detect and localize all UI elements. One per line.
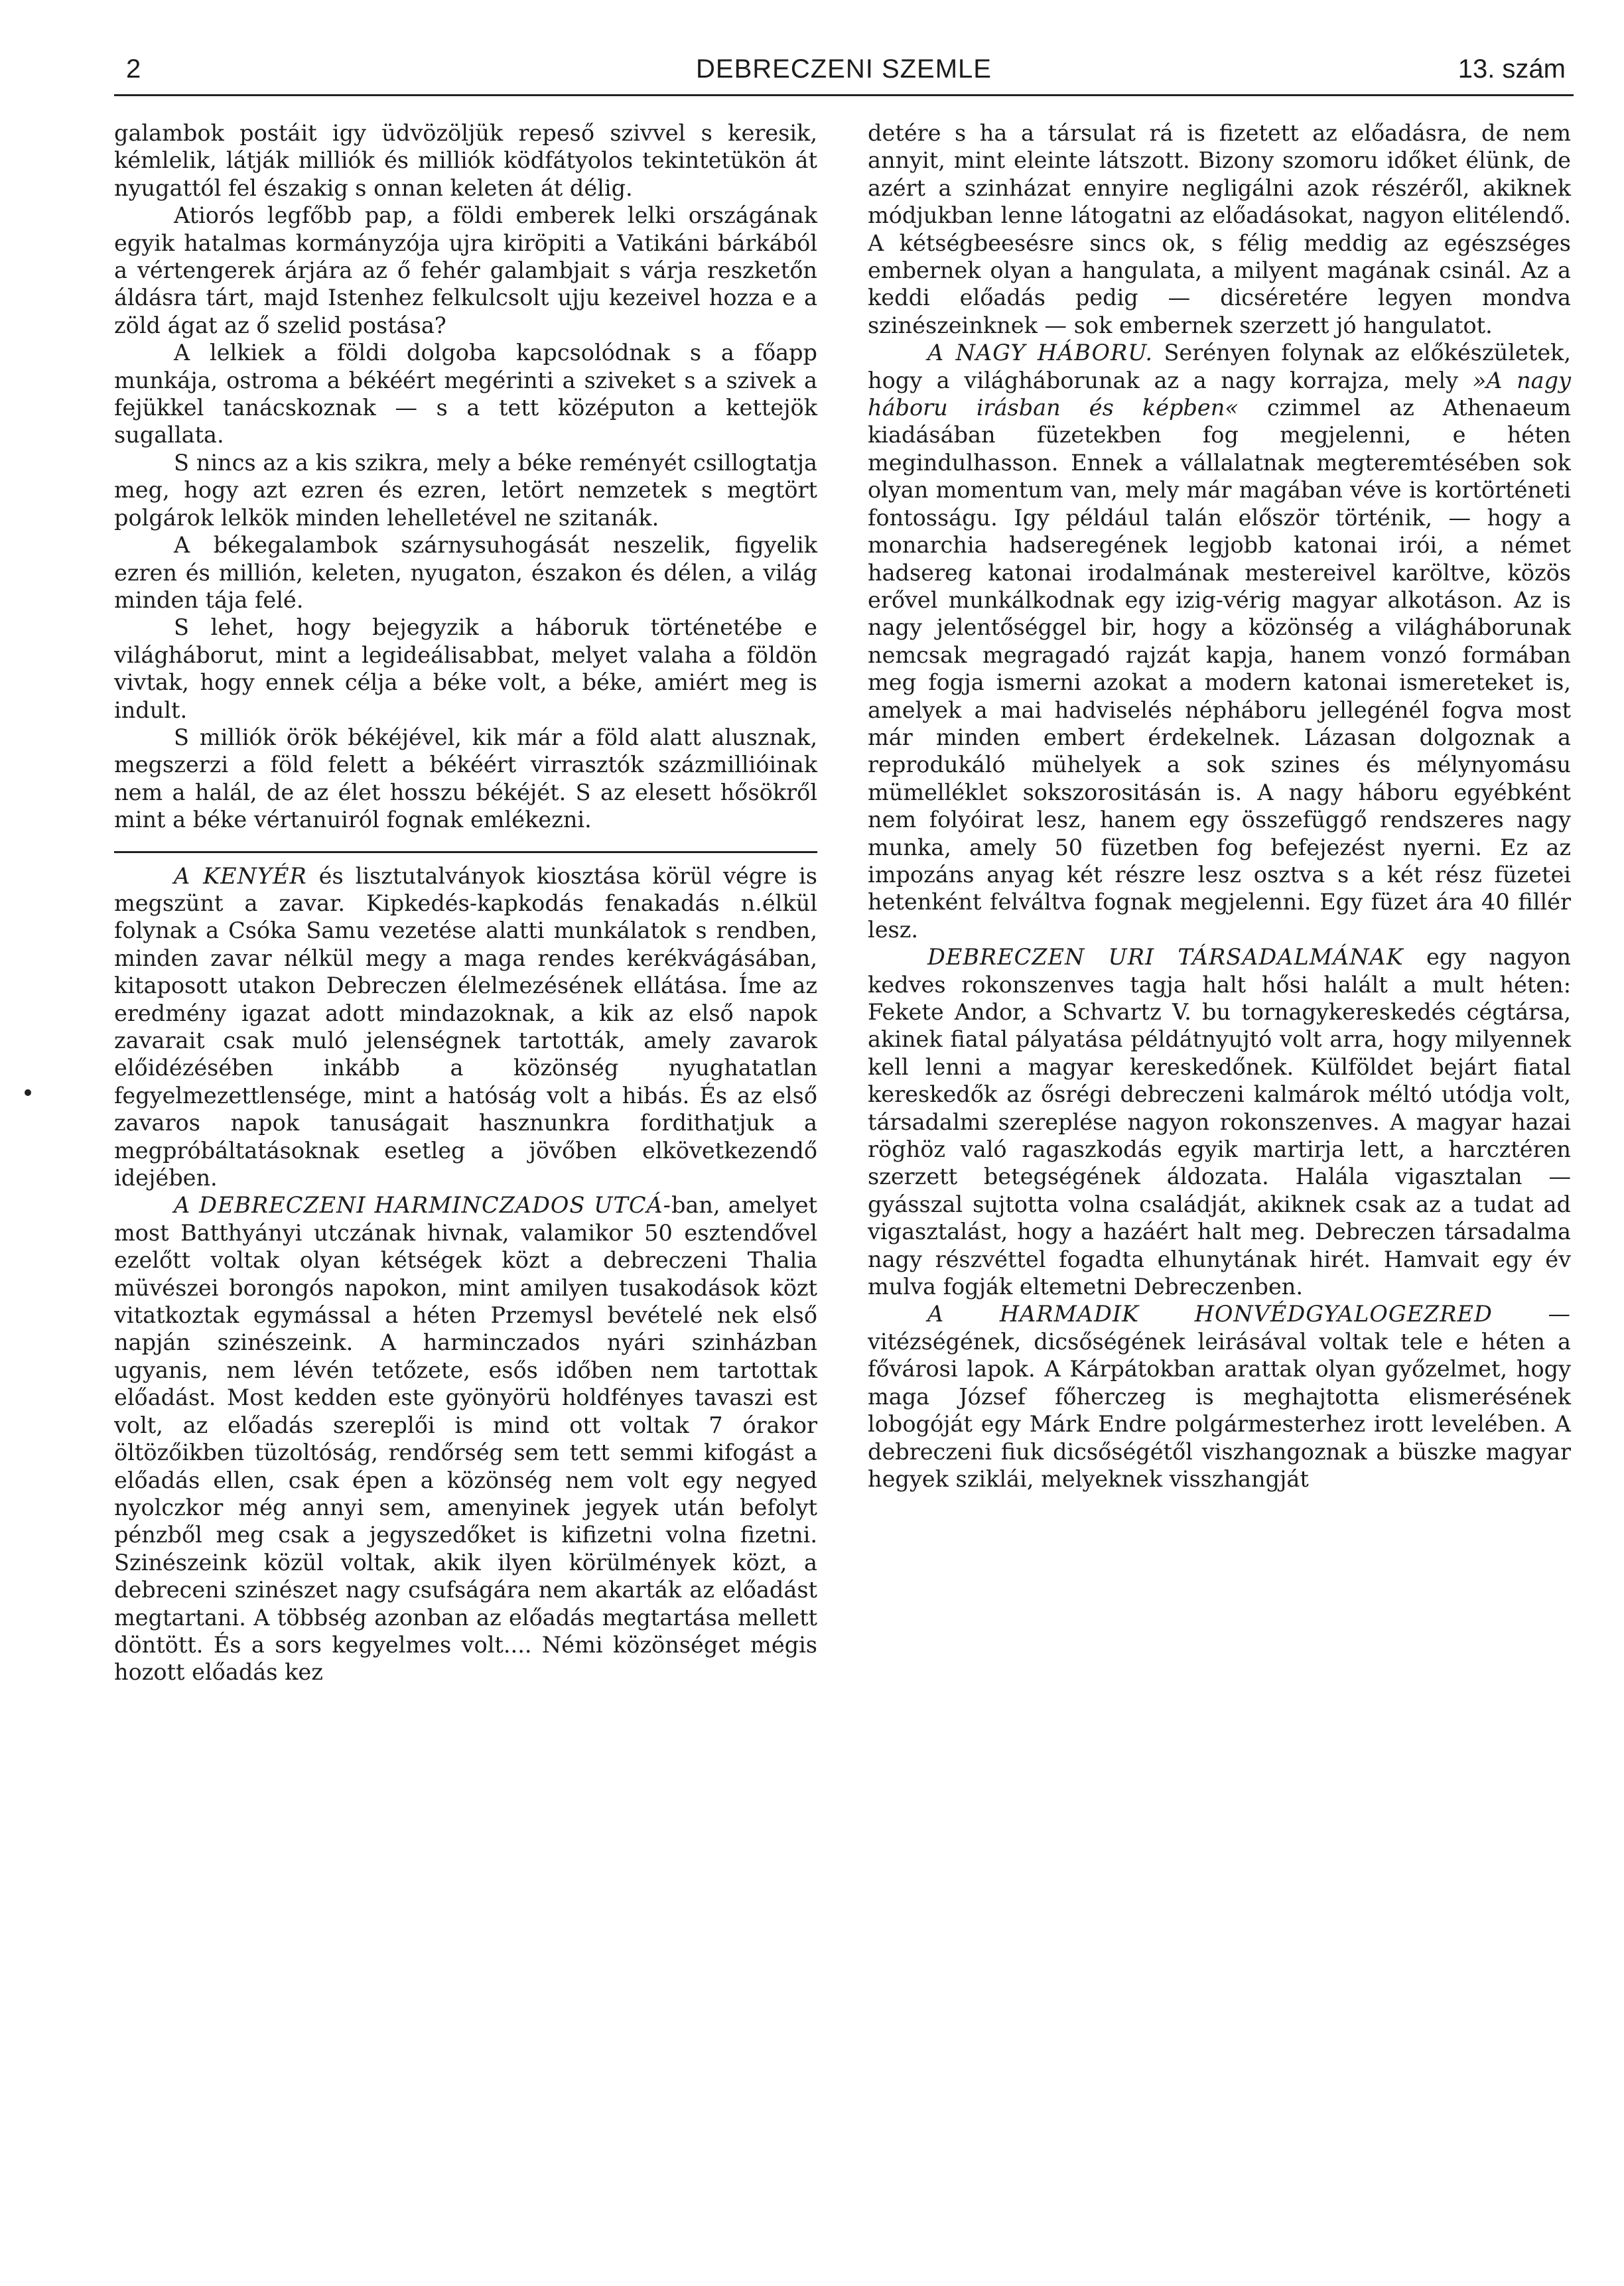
paragraph: S milliók örök békéjével, kik már a föld alatt alusznak, megszerzi a föld felett a békéért virrasztók százmillióinak nem a halál, de az élet hosszu békéjét. S az elesett hősökről mint a béke vértanuiról fognak emlékezni. bbox=[114, 724, 817, 833]
book-title: »A nagy háboru irásban és képben« bbox=[868, 367, 1571, 421]
news-text: czimmel az Athenaeum kiadásában füzetekben fog megjelenni, e héten megindulhasson. Ennek a vállalatnak megteremtésében sok olyan momentum van, mely már magában véve is kortörténeti fontosságu. Igy például talán először történik, — hogy a monarchia hadseregének legjobb katonai irói, a német hadsereg katonai irodalmának mestereivel karöltve, közös erővel munkálkodnak egy izig-vérig magyar alkotáson. Az is nagy jelentőséggel bir, hogy a közönség a világháborunak nemcsak megragadó rajzát kapja, hanem vonzó formában meg fogja ismerni azokat a modern katonai ismereteket is, amelyek a mai hadviselés népháboru jellegénél fogva most már minden embert érdekelnek. Lázasan dolgoznak a reprodukáló mühelyek a sok szines és mélynyomásu mümelléklet sokszorositásán is. A nagy háboru egyébként nem folyóirat lesz, hanem egy összefüggő rendszeres nagy munka, amely 50 füzetben fog befejezést nyerni. Ez az impozáns anyag két részre lesz osztva s a két rész füzetei hetenként felváltva fognak megjelenni. Egy füzet ára 40 fillér lesz. bbox=[868, 395, 1571, 943]
paragraph: A lelkiek a földi dolgoba kapcsolódnak s a főapp munkája, ostroma a békéért megérinti a sziveket s a szivek a fejükkel tanácskoznak — s a tett középuton a kettejök sugallata. bbox=[114, 340, 817, 448]
header-rule bbox=[114, 94, 1574, 96]
news-heading: A HARMADIK HONVÉDGYALOGEZRED — bbox=[927, 1301, 1571, 1327]
news-heading: A KENYÉR bbox=[174, 862, 307, 889]
news-heading: A DEBRECZENI HARMINCZADOS UTCÁ- bbox=[174, 1192, 671, 1219]
issue-number: 13. szám bbox=[1457, 54, 1566, 84]
page-header bbox=[114, 54, 1574, 96]
news-text: vitézségének, dicsőségének leirásával voltak tele e héten a fővárosi lapok. A Kárpátokban arattak olyan győzelmet, hogy maga József főherczeg is meghajtotta elismerésének lobogóját egy Márk Endre polgármesterhez irott levelében. A debreczeni fiuk dicsőségétől viszhangoznak a büszke magyar hegyek sziklái, melyeknek visszhangját bbox=[868, 1328, 1571, 1492]
news-heading: A NAGY HÁBORU. bbox=[927, 340, 1154, 366]
news-item-obituary bbox=[868, 943, 1571, 1300]
news-item-regiment bbox=[868, 1300, 1571, 1493]
paragraph: Atiorós legfőbb pap, a földi emberek lelki országának egyik hatalmas kormányzója ujra kiröpiti a Vatikáni bárkából a vértengerek árjára az ő fehér galambjait s várja reszketőn áldásra tárt, majd Istenhez felkulcsolt ujju kezeivel hozza e a zöld ágat az ő szelid postása? bbox=[114, 202, 817, 338]
paragraph: A békegalambok szárnysuhogását neszelik, figyelik ezren és millión, keleten, nyugaton, északon és délen, a világ minden tája felé. bbox=[114, 532, 817, 613]
news-item-bread bbox=[114, 862, 817, 1192]
news-text: egy nagyon kedves rokonszenves tagja halt hősi halált a mult héten: Fekete Andor, a Schvartz V. bu tornagykereskedés cégtársa, akinek fiatal pályatása példátnyujtó volt arra, hogy milyennek kell lenni a magyar kereskedőnek. Külföldet bejárt fiatal kereskedők az ősrégi debreczeni kalmárok méltó utódja volt, társadalmi szereplése nagyon rokonszenves. A magyar hazai röghöz való ragaszkodás egyik martirja lett, a harcztéren szerzett betegségének áldozata. Halála vigasztalan — gyásszal sujtotta volna családját, akiknek csak az a tudat ad vigasztalást, hogy a hazáért halt meg. Debreczen társadalma nagy részvéttel fogadta elhunytának hirét. Hamvait egy év mulva fogják eltemetni Debreczenben. bbox=[868, 944, 1572, 1300]
paragraph: S lehet, hogy bejegyzik a háboruk történetébe e világháborut, mint a legideálisabbat, melyet valaha a földön vivtak, hogy ennek célja a béke volt, a béke, amiért meg is indult. bbox=[114, 614, 817, 723]
journal-title: DEBRECZENI SZEMLE bbox=[696, 54, 992, 84]
news-item-harminczados bbox=[114, 1191, 817, 1686]
paragraph: galambok postáit igy üdvözöljük repeső szivvel s keresik, kémlelik, látják milliók és milliók ködfátyolos tekintetükön át nyugattól fel északig s onnan keleten át délig. bbox=[114, 120, 817, 201]
left-column bbox=[114, 119, 817, 1686]
news-heading: DEBRECZEN URI TÁRSADALMÁNAK bbox=[927, 944, 1404, 971]
page-number: 2 bbox=[126, 54, 141, 84]
paragraph: S nincs az a kis szikra, mely a béke reményét csillogtatja meg, hogy azt ezren és ezren, letört nemzetek s megtört polgárok lelkök minden lehelletével ne szitanák. bbox=[114, 449, 817, 531]
news-text: Serényen folynak az előkészületek, hogy a világháborunak az a nagy korrajza, mely bbox=[868, 340, 1571, 393]
news-text: és lisztutalványok kiosztása körül végre is megszünt a zavar. Kipkedés-kapkodás fenakadás n.élkül folynak a Csóka Samu vezetése alatti munkálatok s rendben, minden zavar nélkül megy a maga rendes kerékvágásában, kitaposott utakon Debreczen élelmezésének ellátása. Íme az eredmény igazat adott mindazoknak, a kik az első napok zavarait csak muló jelenségnek tartották, amely zavarok előidézésében inkább a közönség nyughatatlan fegyelmezettlensége, mint a hatóság volt a hibás. És az első zavaros napok tanuságait hasznunkra fordithatjuk a megpróbáltatásoknak esetleg a jövőben elkövetkezendő idejében. bbox=[114, 862, 817, 1191]
right-column bbox=[868, 119, 1571, 1493]
news-item-war-book bbox=[868, 339, 1571, 943]
margin-dot bbox=[25, 1089, 31, 1096]
paragraph: detére s ha a társulat rá is fizetett az előadásra, de nem annyit, mint eleinte látszott. Bizony szomoru időket élünk, de azért a szinházat ennyire negligálni azok részéről, akiknek módjukban lenne látogatni az előadásokat, nagyon elitélendő. A kétségbeesésre sincs ok, s félig meddig az egészséges embernek olyan a hangulata, a milyent magának csinál. Az a keddi előadás pedig — dicséretére legyen mondva szinészeinknek — sok embernek szerzett jó hangulatot. bbox=[868, 120, 1571, 338]
section-divider bbox=[114, 851, 817, 853]
news-text: ban, amelyet most Batthyányi utczának hivnak, valamikor 50 esztendővel ezelőtt voltak olyan kétségek közt a debreczeni Thalia müvészei borongós napokon, mint amilyen tusakodások közt vitatkoztak egymással a héten Przemysl bevételé nek első napján szinészeink. A harminczados nyári szinházban ugyanis, nem lévén tetőzete, esős időben nem tartottak előadást. Most kedden este gyönyörü holdfényes tavaszi est volt, az előadás szereplői is mind ott voltak 7 órakor öltözőikben tüzoltóság, rendőrség sem tett semmi kifogást a előadás ellen, csak épen a közönség nem volt egy negyed nyolczkor még annyi sem, amenyinek jegyek után befolyt pénzből meg csak a jegyszedőket is kifizetni volna fizetni. Szinészeink közül voltak, akik ilyen körülmények közt, a debreceni szinészet nagy csufságára nem akarták az előadást megtartani. A többség azonban az előadás megtartása mellett döntött. És a sors kegyelmes volt.... Némi közönséget mégis hozott előadás kez bbox=[114, 1192, 817, 1686]
